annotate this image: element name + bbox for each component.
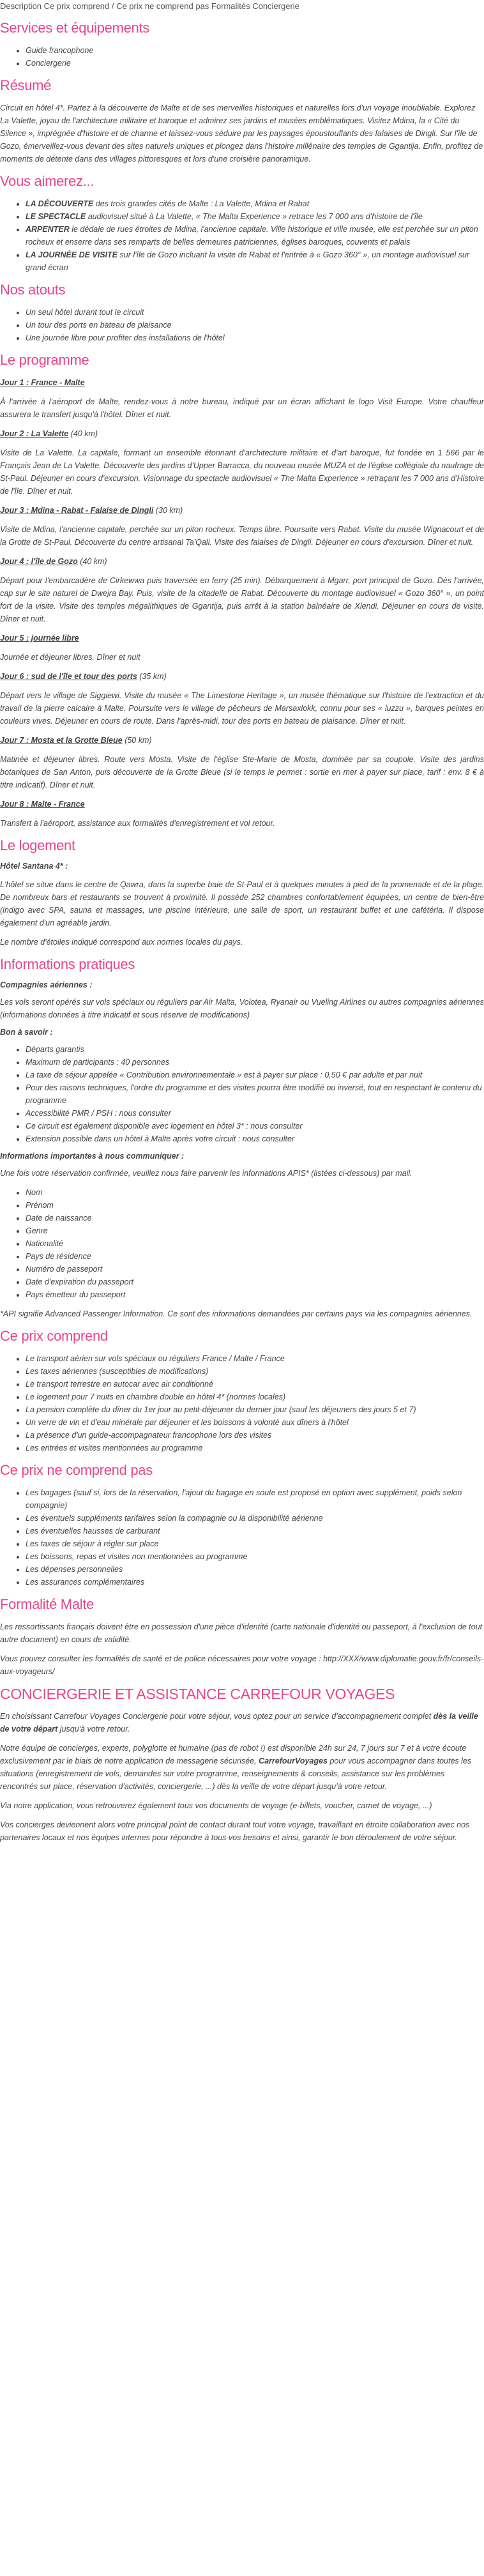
pratiques-title: Informations pratiques <box>0 956 135 972</box>
day-label: Jour 6 : sud de l'île et tour des ports <box>0 672 137 681</box>
list-item: • Pour des raisons techniques, l'ordre du programme et des visites pourra être modifié ou inversé, tout en respectant le contenu du programme <box>26 1081 484 1107</box>
list-item: • Accessibilité PMR / PSH : nous consulter <box>26 1107 484 1120</box>
conciergerie-title: CONCIERGERIE ET ASSISTANCE CARREFOUR VOYAGES <box>0 1686 395 1702</box>
list-item-text: sur l'île de Gozo incluant la visite de Rabat et l'entrée à « Gozo 360° », un montage audiovisuel sur grand écran <box>26 250 470 272</box>
amazed-title: Vous aimerez... <box>0 173 95 189</box>
list-item: • Genre <box>26 1224 484 1237</box>
list-item: • Les entrées et visites mentionnées au programme <box>26 1442 484 1454</box>
list-item: • La taxe de séjour appelée « Contribution environnementale » est à payer sur place : 0,50 € par adulte et par nuit <box>26 1069 484 1081</box>
list-item: • Ce circuit est également disponible avec logement en hôtel 3* : nous consulter <box>26 1120 484 1132</box>
apis-note: *API signifie Advanced Passenger Information. Ce sont des informations demandées par certains pays via les compagnies aériennes. <box>0 1309 473 1318</box>
services-list <box>0 44 484 70</box>
day-label: Jour 1 : France - Malte <box>0 378 85 387</box>
formalite-link-text: Vous pouvez consulter les formalités de santé et de police nécessaires pour votre voyage : http://XXX/www.diplomatie.gouv.fr/fr/conseils-aux-voyageurs/ <box>0 1654 484 1676</box>
comm-text: Une fois votre réservation confirmée, veuillez nous faire parvenir les informations APIS* (listées ci-dessous) par mail. <box>0 1169 412 1178</box>
list-item: • Les éventuels suppléments tarifaires selon la compagnie ou la disponibilité aérienne <box>26 1512 484 1525</box>
stars-note: Le nombre d'étoiles indiqué correspond aux normes locales du pays. <box>0 938 243 947</box>
comm-list <box>0 1186 484 1301</box>
day-distance: (40 km) <box>77 557 107 566</box>
services-title: Services et équipements <box>0 20 150 36</box>
text-bold: CarrefourVoyages <box>259 1757 328 1765</box>
list-item: • Prénom <box>26 1199 484 1212</box>
list-item: • Numéro de passeport <box>26 1263 484 1276</box>
resume-title: Résumé <box>0 77 52 93</box>
list-item: • Pays émetteur du passeport <box>26 1288 484 1301</box>
airlines-text: Les vols seront opérés sur vols spéciaux ou réguliers par Air Malta, Volotea, Ryanair ou Vueling Airlines ou autres compagnies aériennes (informations données à titre indicatif et sous réserve de modifications) <box>0 998 484 1019</box>
atouts-list <box>0 306 484 344</box>
list-item: • Les dépenses personnelles <box>26 1563 484 1576</box>
day-text: Journée et déjeuner libres. Dîner et nuit <box>0 653 140 662</box>
day-heading <box>0 504 484 517</box>
day-heading <box>0 376 484 389</box>
day-text: Départ pour l'embarcadère de Cirkewwa puis traversée en ferry (25 min). Débarquement à Mgarr, port principal de Gozo. Dès l'arrivée, cap sur le site naturel de Dwejra Bay. Puis, visite de la citadelle de Rabat. Découverte du montage audiovisuel « Gozo 360° », un point fort de la visite. Visite des temples mégalithiques de Ggantija, puis arrêt à la station balnéaire de Xlendi. Déjeuner en cours de visite. Dîner et nuit. <box>0 576 484 623</box>
page <box>0 1 484 1844</box>
day-heading <box>0 798 484 811</box>
formalite-title: Formalité Malte <box>0 1596 95 1612</box>
list-item: • Départs garantis <box>26 1043 484 1056</box>
list-item: • La pension complète du dîner du 1er jour au petit-déjeuner du dernier jour (sauf les déjeuners des jours 5 et 7) <box>26 1403 484 1416</box>
list-item: • Nom <box>26 1186 484 1199</box>
ne-comprend-list <box>0 1486 484 1589</box>
comm-label: Informations importantes à nous communiquer : <box>0 1152 185 1161</box>
list-item: • Pays de résidence <box>26 1250 484 1263</box>
list-item: • Date de naissance <box>26 1212 484 1224</box>
list-item: • Une journée libre pour profiter des installations de l'hôtel <box>26 332 484 344</box>
day-heading <box>0 670 484 683</box>
list-item-bold: LA DÉCOUVERTE <box>26 199 94 208</box>
list-item: • Un tour des ports en bateau de plaisance <box>26 319 484 332</box>
list-item-text: audiovisuel situé à La Valette, « The Malta Experience » retrace les 7 000 ans d'histoire de l'île <box>86 212 423 221</box>
breadcrumb: Description Ce prix comprend / Ce prix ne comprend pas Formalités Conciergerie <box>0 1 299 11</box>
logement-title: Le logement <box>0 837 75 853</box>
conciergerie-intro <box>0 1710 484 1735</box>
day-label: Jour 4 : l'île de Gozo <box>0 557 78 566</box>
comprend-list <box>0 1352 484 1454</box>
list-item <box>26 197 484 210</box>
programme-title: Le programme <box>0 352 89 368</box>
day-distance: (40 km) <box>68 429 98 438</box>
resume-text: Circuit en hôtel 4*. Partez à la découverte de Malte et de ses merveilles historiques et naturelles lors d'un voyage inoubliable. Explorez La Valette, joyau de l'architecture militaire et baroque et admirez ses jardins et musées emblématiques. Visitez Mdina, la « Cité du Silence », imprégnée d'histoire et de charme et laissez-vous séduire par les paysages époustouflants des falaises de Dingli. Sur l'île de Gozo, émerveillez-vous devant des sites naturels uniques et plongez dans l'histoire millénaire des temples de Ggantija. Enfin, profitez de moments de détente dans des villages pittoresques et lors d'une croisière panoramique. <box>0 103 483 164</box>
conciergerie-team <box>0 1742 484 1793</box>
list-item: • Le logement pour 7 nuits en chambre double en hôtel 4* (normes locales) <box>26 1391 484 1403</box>
text-span: En choisissant Carrefour Voyages Conciergerie pour votre séjour, vous optez pour un service d'accompagnement complet <box>0 1712 434 1721</box>
day-heading <box>0 555 484 568</box>
day-text: Départ vers le village de Siggiewi. Visite du musée « The Limestone Heritage », un musée thématique sur l'histoire de l'extraction et du travail de la pierre calcaire à Malte. Poursuite vers le village de pêcheurs de Marsaxlokk, connu pour ses « luzzu », barques peintes en couleurs vives. Déjeuner en cours de route. Dans l'après-midi, tour des ports en bateau de plaisance. Dîner et nuit. <box>0 691 484 726</box>
hotel-name: Hôtel Santana 4* : <box>0 862 68 871</box>
list-item-bold: ARPENTER <box>26 225 70 234</box>
text-span: jusqu'à votre retour. <box>57 1725 130 1734</box>
list-item: • La présence d'un guide-accompagnateur francophone lors des visites <box>26 1429 484 1442</box>
text-bold: dès la veille de votre départ <box>0 1712 478 1734</box>
day-text: Transfert à l'aéroport, assistance aux formalités d'enregistrement et vol retour. <box>0 819 275 828</box>
list-item: • Les éventuelles hausses de carburant <box>26 1525 484 1537</box>
conciergerie-contact: Vos concierges deviennent alors votre principal point de contact durant tout votre voyage, travaillant en étroite collaboration avec nos partenaires locaux et nos équipes internes pour répondre à tous vos besoins et ainsi, garantir le bon déroulement de votre séjour. <box>0 1820 470 1842</box>
list-item: • Conciergerie <box>26 57 484 70</box>
list-item: • Les boissons, repas et visites non mentionnées au programme <box>26 1550 484 1563</box>
comprend-title: Ce prix comprend <box>0 1328 108 1344</box>
list-item: • Guide francophone <box>26 44 484 57</box>
airlines-label: Compagnies aériennes : <box>0 980 93 989</box>
list-item: • Extension possible dans un hôtel à Malte après votre circuit : nous consulter <box>26 1132 484 1145</box>
bon-label: Bon à savoir : <box>0 1028 53 1037</box>
list-item: • Le transport aérien sur vols spéciaux ou réguliers France / Malte / France <box>26 1352 484 1365</box>
atouts-title: Nos atouts <box>0 282 66 298</box>
day-distance: (50 km) <box>122 736 152 745</box>
text-span: Notre équipe de concierges, experte, polyglotte et humaine (pas de robot !) est disponible 24h sur 24, 7 jours sur 7 et à votre écoute exclusivement par le biais de notre application de messagerie sécurisée, <box>0 1744 467 1765</box>
ne-comprend-title: Ce prix ne comprend pas <box>0 1462 153 1478</box>
list-item: • Les taxes de séjour à régler sur place <box>26 1537 484 1550</box>
hotel-description: L'hôtel se situe dans le centre de Qawra, dans la superbe baie de St-Paul et à quelques minutes à pied de la promenade et de la plage. De nombreux bars et restaurants se trouvent à proximité. Il possède 252 chambres confortablement équipées, un centre de bien-être (indigo avec SPA, sauna et massages, une piscine intérieure, une salle de sport, un restaurant buffet et une cafétéria. Il dispose également d'un agréable jardin. <box>0 880 484 927</box>
list-item: • Les taxes aériennes (susceptibles de modifications) <box>26 1365 484 1378</box>
list-item <box>26 248 484 274</box>
list-item: • Les bagages (sauf si, lors de la réservation, l'ajout du bagage en soute est proposé en option avec supplément, poids selon compagnie) <box>26 1486 484 1512</box>
list-item: • Nationalité <box>26 1237 484 1250</box>
list-item-bold: LA JOURNÉE DE VISITE <box>26 250 118 259</box>
day-heading <box>0 632 484 644</box>
list-item-bold: LE SPECTACLE <box>26 212 86 221</box>
text-span: pour vous accompagner dans toutes les situations (enregistrement de vols, demandes sur votre programme, renseignements & conseils, assistance sur les problèmes rencontrés sur place, réservation d'activités, conciergerie, ...) dès la veille de votre départ jusqu'à votre retour. <box>0 1757 472 1791</box>
day-label: Jour 3 : Mdina - Rabat - Falaise de Dingli <box>0 506 154 515</box>
list-item: • Le transport terrestre en autocar avec air conditionné <box>26 1378 484 1391</box>
conciergerie-app: Via notre application, vous retrouverez également tous vos documents de voyage (e-billets, voucher, carnet de voyage, ...) <box>0 1801 432 1810</box>
day-label: Jour 7 : Mosta et la Grotte Bleue <box>0 736 123 745</box>
day-heading <box>0 427 484 440</box>
list-item: • Les assurances complémentaires <box>26 1576 484 1589</box>
amazed-list <box>0 197 484 274</box>
list-item-text: des trois grandes cités de Malte : La Valette, Mdina et Rabat <box>93 199 310 208</box>
day-text: Matinée et déjeuner libres. Route vers Mosta. Visite de l'église Ste-Marie de Mosta, dominée par sa coupole. Visite des jardins botaniques de San Anton, puis découverte de la Grotte Bleue (si le temps le permet : sortie en mer à payer sur place, tarif : env. 8 € à titre indicatif). Dîner et nuit. <box>0 755 484 789</box>
list-item: • Date d'expiration du passeport <box>26 1276 484 1288</box>
list-item <box>26 210 484 223</box>
list-item: • Maximum de participants : 40 personnes <box>26 1056 484 1069</box>
list-item <box>26 223 484 248</box>
day-distance: (30 km) <box>153 506 183 515</box>
day-heading <box>0 734 484 747</box>
day-text: Visite de Mdina, l'ancienne capitale, perchée sur un piton rocheux. Temps libre. Poursuite vers Rabat. Visite du musée Wignacourt et de la Grotte de St-Paul. Découverte du centre artisanal Ta'Qali. Visite des falaises de Dingli. Déjeuner en cours d'excursion. Dîner et nuit. <box>0 525 484 547</box>
bon-list <box>0 1043 484 1145</box>
day-text: À l'arrivée à l'aéroport de Malte, rendez-vous à notre bureau, indiqué par un écran affichant le logo Visit Europe. Votre chauffeur assurera le transfert jusqu'à l'hôtel. Dîner et nuit. <box>0 397 484 419</box>
day-label: Jour 5 : journée libre <box>0 634 79 643</box>
day-text: Visite de La Valette. La capitale, formant un ensemble étonnant d'architecture militaire et d'art baroque, fut fondée en 1 566 par le Français Jean de La Valette. Découverte des jardins d'Upper Barracca, du nouveau musée MUZA et de l'église collégiale du naufrage de St-Paul. Déjeuner en cours d'excursion. Visionnage du spectacle audiovisuel « The Malta Experience » retraçant les 7 000 ans d'Histoire de l'île. Dîner et nuit. <box>0 448 484 496</box>
day-label: Jour 2 : La Valette <box>0 429 69 438</box>
day-label: Jour 8 : Malte - France <box>0 800 85 809</box>
day-distance: (35 km) <box>137 672 167 681</box>
list-item: • Un verre de vin et d'eau minérale par déjeuner et les boissons à volonté aux dîners à l'hôtel <box>26 1416 484 1429</box>
list-item-text: le dédale de rues étroites de Mdina, l'ancienne capitale. Ville historique et ville musée, elle est perchée sur un piton rocheux et enserre dans ses remparts de belles demeures patriciennes, églises baroques, couvents et palais <box>26 225 478 247</box>
formalite-text: Les ressortissants français doivent être en possession d'une pièce d'identité (carte nationale d'identité ou passeport, à l'exclusion de tout autre document) en cours de validité. <box>0 1622 483 1644</box>
list-item: • Un seul hôtel durant tout le circuit <box>26 306 484 319</box>
